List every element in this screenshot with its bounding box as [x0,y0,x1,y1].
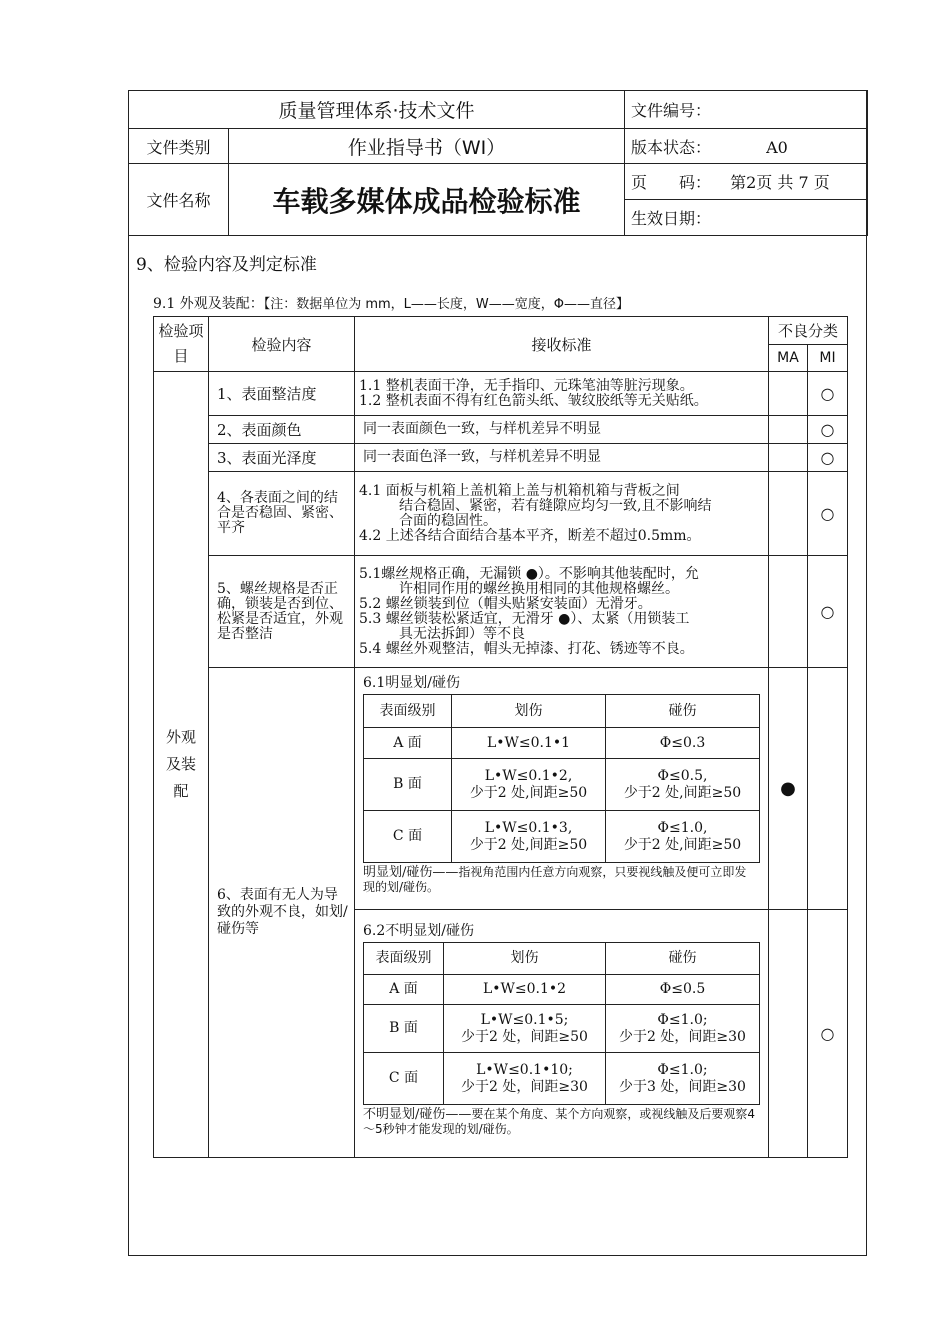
unobvious-ma [769,910,808,1158]
dent-b-count: 少于2 处,间距≥50 [623,784,742,801]
th-scratch: 划伤 [444,943,606,975]
system-title: 质量管理体系·技术文件 [129,91,625,129]
section-title: 9、检验内容及判定标准 [136,255,317,275]
document-title: 车载多媒体成品检验标准 [229,164,625,236]
item-name: 外观及装配 [154,372,209,1158]
obvious-note [363,865,764,895]
th-level: 表面级别 [364,695,452,728]
scratch-b-limit: L•W≤0.1•2, [484,767,573,784]
scratch-c-count: 少于2 处，间距≥30 [461,1078,588,1095]
obvious-mi [808,668,848,910]
criteria-line: 结合稳固、紧密，若有缝隙应均匀一致,且不影响结 [399,497,712,514]
scratch-b [444,1005,606,1053]
criteria-line: 具无法拆卸）等不良 [399,625,525,642]
col-header-item: 检验项目 [154,317,209,372]
row5-ma [769,556,808,668]
category-value: 作业指导书（WI） [229,129,625,164]
category-label: 文件类别 [129,129,229,164]
col-header-content: 检验内容 [209,317,355,372]
row6-content: 6、表面有无人为导致的外观不良，如划/碰伤等 [209,668,355,1158]
section-subtitle [153,293,629,313]
unobvious-note-body: 要在某个角度、某个方向观察，或视线触及后要观察4～5秒钟才能发现的划/碰伤。 [363,1107,756,1136]
row1-content: 1、表面整洁度 [209,372,355,416]
level-b: B 面 [364,759,452,811]
th-dent: 碰伤 [606,695,760,728]
level-a: A 面 [364,975,444,1005]
th-dent: 碰伤 [606,943,760,975]
scratch-c-count: 少于2 处,间距≥50 [469,836,588,853]
dent-c-limit: Φ≤1.0; [657,1061,708,1078]
scratch-b [452,759,606,811]
row1-ma [769,372,808,416]
unobvious-title: 6.2不明显划/碰伤 [363,923,474,939]
dent-b [606,1005,760,1053]
criteria-line: 5.1螺丝规格正确，无漏锁 ●）。不影响其他装配时，允 [359,565,699,582]
criteria-line: 5.2 螺丝锁装到位（帽头贴紧安装面）无滑牙。 [359,595,652,612]
scratch-c [444,1053,606,1105]
scratch-b-count: 少于2 处，间距≥50 [461,1028,588,1045]
row3-ma [769,444,808,472]
row4-criteria [355,472,769,556]
criteria-line: 5.4 螺丝外观整洁，帽头无掉漆、打花、锈迹等不良。 [359,640,694,657]
effective-label: 生效日期： [625,200,868,236]
th-level: 表面级别 [364,943,444,975]
col-header-mi: MI [808,345,848,372]
criteria-line: 4.1 面板与机箱上盖机箱上盖与机箱机箱与背板之间 [359,482,680,499]
dent-c [606,1053,760,1105]
obvious-table [363,694,760,863]
criteria-line: 合面的稳固性。 [399,512,497,529]
doc-no-label: 文件编号： [625,91,868,129]
criteria-line: 5.3 螺丝锁装松紧适宜，无滑牙 ●）、太紧（用锁装工 [359,610,690,627]
obvious-criteria [355,668,769,910]
row3-content: 3、表面光泽度 [209,444,355,472]
dent-c-count: 少于3 处，间距≥30 [619,1078,746,1095]
row2-content: 2、表面颜色 [209,416,355,444]
row3-mi: ○ [808,444,848,472]
dent-a: Φ≤0.5 [606,975,760,1005]
criteria-line: 许相同作用的螺丝换用相同的其他规格螺丝。 [399,580,679,597]
row3-criteria: 同一表面色泽一致，与样机差异不明显 [355,444,769,472]
obvious-ma: ● [769,668,808,910]
dent-c [606,811,760,863]
page-cell [625,164,868,200]
subtitle-note: 【注：数据单位为 mm，L——长度，W——宽度，Φ——直径】 [263,297,630,312]
row4-ma [769,472,808,556]
scratch-b-limit: L•W≤0.1•5; [480,1011,569,1028]
scratch-a: L•W≤0.1•1 [452,728,606,759]
dent-a: Φ≤0.3 [606,728,760,759]
unobvious-table [363,942,760,1105]
dent-b [606,759,760,811]
row4-mi: ○ [808,472,848,556]
scratch-c-limit: L•W≤0.1•3, [484,819,573,836]
row5-criteria [355,556,769,668]
page-label: 页 码： [631,173,712,192]
row5-content: 5、螺丝规格是否正确，锁装是否到位、松紧是否适宜，外观是否整洁 [209,556,355,668]
obvious-title: 6.1明显划/碰伤 [363,675,460,691]
row5-mi: ○ [808,556,848,668]
scratch-a: L•W≤0.1•2 [444,975,606,1005]
version-value: A0 [766,137,788,157]
level-a: A 面 [364,728,452,759]
th-scratch: 划伤 [452,695,606,728]
unobvious-note [363,1107,764,1137]
version-label: 版本状态： [631,137,712,157]
row2-criteria: 同一表面颜色一致，与样机差异不明显 [355,416,769,444]
scratch-c-limit: L•W≤0.1•10; [476,1061,573,1078]
version-cell [625,129,868,164]
row1-criteria [355,372,769,416]
unobvious-note-lead: 不明显划/碰伤—— [363,1107,472,1122]
dent-c-limit: Φ≤1.0, [657,819,708,836]
dent-b-limit: Φ≤0.5, [657,767,708,784]
col-header-ma: MA [769,345,808,372]
level-c: C 面 [364,811,452,863]
unobvious-mi: ○ [808,910,848,1158]
criteria-line: 1.2 整机表面不得有红色箭头纸、皱纹胶纸等无关贴纸。 [359,392,708,409]
col-header-defect: 不良分类 [769,317,848,345]
row2-ma [769,416,808,444]
obvious-note-lead: 明显划/碰伤—— [363,865,459,880]
scratch-c [452,811,606,863]
row4-content: 4、各表面之间的结合是否稳固、紧密、平齐 [209,472,355,556]
dent-c-count: 少于2 处,间距≥50 [623,836,742,853]
row1-mi: ○ [808,372,848,416]
document-header [128,90,868,236]
obvious-note-body: 指视角范围内任意方向观察，只要视线触及便可立即发现的划/碰伤。 [363,865,747,894]
scratch-b-count: 少于2 处,间距≥50 [469,784,588,801]
unobvious-criteria [355,910,769,1158]
dent-b-limit: Φ≤1.0; [657,1011,708,1028]
level-b: B 面 [364,1005,444,1053]
subtitle-prefix: 9.1 外观及装配： [153,296,264,312]
inspection-table [153,316,848,1158]
criteria-line: 1.1 整机表面干净，无手指印、元珠笔油等脏污现象。 [359,377,694,394]
name-label: 文件名称 [129,164,229,236]
row2-mi: ○ [808,416,848,444]
page-value: 第2页 共 7 页 [730,173,830,192]
criteria-line: 4.2 上述各结合面结合基本平齐，断差不超过0.5mm。 [359,527,701,544]
level-c: C 面 [364,1053,444,1105]
col-header-criteria: 接收标准 [355,317,769,372]
dent-b-count: 少于2 处，间距≥30 [619,1028,746,1045]
